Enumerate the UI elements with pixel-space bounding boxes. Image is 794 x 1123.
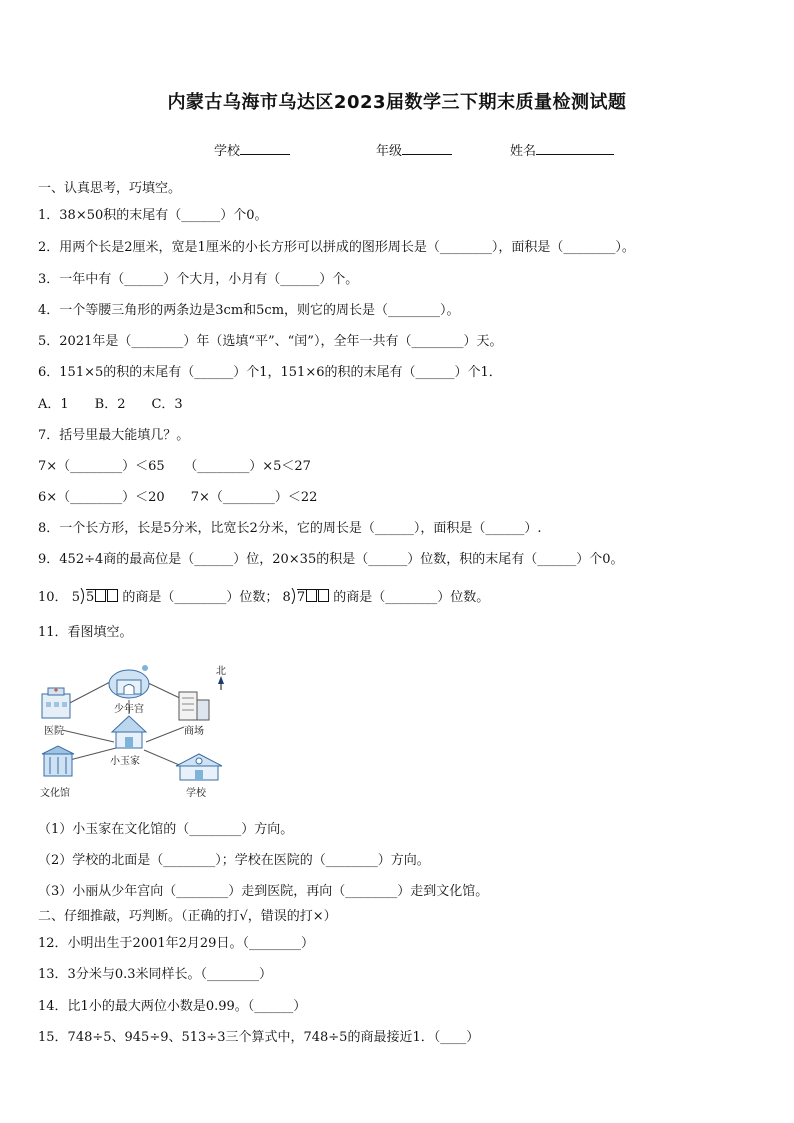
hospital-label: 医院 [44, 726, 64, 737]
question-9: 9．452÷4商的最高位是（______）位，20×35的积是（______）位数，积的末尾有（______）个0。 [38, 552, 624, 567]
grade-label: 年级 [376, 144, 403, 159]
question-11-1: （1）小玉家在文化馆的（________）方向。 [38, 822, 294, 837]
dividend-2-digit: 7 [296, 590, 306, 605]
question-10 [38, 588, 489, 606]
direction-map [34, 662, 244, 807]
digit-box[interactable] [306, 589, 317, 602]
question-8: 8．一个长方形，长是5分米，比宽长2分米，它的周长是（______），面积是（______）. [38, 521, 542, 536]
grade-field [376, 140, 452, 159]
question-1: 1．38×50积的末尾有（______）个0。 [38, 208, 268, 223]
name-blank[interactable] [536, 142, 614, 155]
question-11: 11．看图填空。 [38, 625, 133, 640]
question-13: 13．3分米与0.3米同样长。（________） [38, 967, 272, 982]
school-label: 学校 [186, 788, 206, 799]
question-7-row-b: 6×（________）＜20 7×（________）＜22 [38, 490, 318, 505]
name-label: 姓名 [510, 144, 537, 159]
question-14: 14．比1小的最大两位小数是0.99。（______） [38, 999, 307, 1014]
name-field [510, 140, 614, 159]
grade-blank[interactable] [402, 142, 452, 155]
question-5: 5．2021年是（________）年（选填“平”、“闰”），全年一共有（________）天。 [38, 334, 503, 349]
question-12: 12．小明出生于2001年2月29日。（________） [38, 936, 314, 951]
page-title: 内蒙古乌海市乌达区2023届数学三下期末质量检测试题 [167, 92, 627, 113]
question-15: 15．748÷5、945÷9、513÷3三个算式中，748÷5的商最接近1．（____） [38, 1030, 480, 1045]
youth-palace-icon [109, 665, 149, 698]
home-label: 小玉家 [110, 756, 140, 767]
question-7: 7．括号里最大能填几？。 [38, 428, 190, 443]
question-11-2: （2）学校的北面是（________）；学校在医院的（________）方向。 [38, 853, 430, 868]
question-4: 4．一个等腰三角形的两条边是3cm和5cm，则它的周长是（________）。 [38, 303, 460, 318]
digit-box[interactable] [318, 589, 329, 602]
dividend-1 [86, 589, 118, 605]
north-arrow-icon [218, 676, 224, 690]
question-7-row-a: 7×（________）＜65 （________）×5＜27 [38, 459, 311, 474]
school-blank[interactable] [240, 142, 290, 155]
mall-label: 商场 [184, 726, 204, 737]
question-6: 6．151×5的积的末尾有（______）个1，151×6的积的末尾有（______）个1． [38, 365, 502, 380]
school-icon [176, 754, 222, 780]
dividend-2 [297, 589, 329, 605]
divisor-1: 5 [71, 590, 80, 605]
digit-box[interactable] [95, 589, 106, 602]
section-1-heading: 一、认真思考，巧填空。 [38, 181, 182, 196]
question-10-number: 10． [38, 590, 68, 605]
mall-icon [179, 692, 209, 720]
question-10-text-2: 的商是（________）位数。 [333, 590, 490, 605]
home-icon [112, 716, 146, 748]
question-10-text-1: 的商是（________）位数； [122, 590, 279, 605]
long-division-2 [283, 588, 330, 606]
question-3: 3．一年中有（______）个大月，小月有（______）个。 [38, 272, 359, 287]
culture-center-icon [42, 746, 74, 776]
question-6-options: A．1 B．2 C．3 [38, 397, 183, 412]
north-label: 北 [216, 666, 226, 677]
culture-center-label: 文化馆 [40, 788, 70, 799]
dividend-1-digit: 5 [85, 590, 95, 605]
divisor-2: 8 [282, 590, 291, 605]
hospital-icon [42, 688, 70, 718]
section-2-heading: 二、仔细推敲，巧判断。（正确的打√，错误的打×） [38, 909, 337, 924]
school-label: 学校 [214, 144, 241, 159]
long-division-1 [72, 588, 119, 606]
question-2: 2．用两个长是2厘米，宽是1厘米的小长方形可以拼成的图形周长是（________），面积是（________）。 [38, 240, 635, 255]
question-11-3: （3）小丽从少年宫向（________）走到医院，再向（________）走到文化馆。 [38, 884, 489, 899]
digit-box[interactable] [107, 589, 118, 602]
youth-palace-label: 少年宫 [114, 704, 144, 715]
school-field [214, 140, 290, 159]
